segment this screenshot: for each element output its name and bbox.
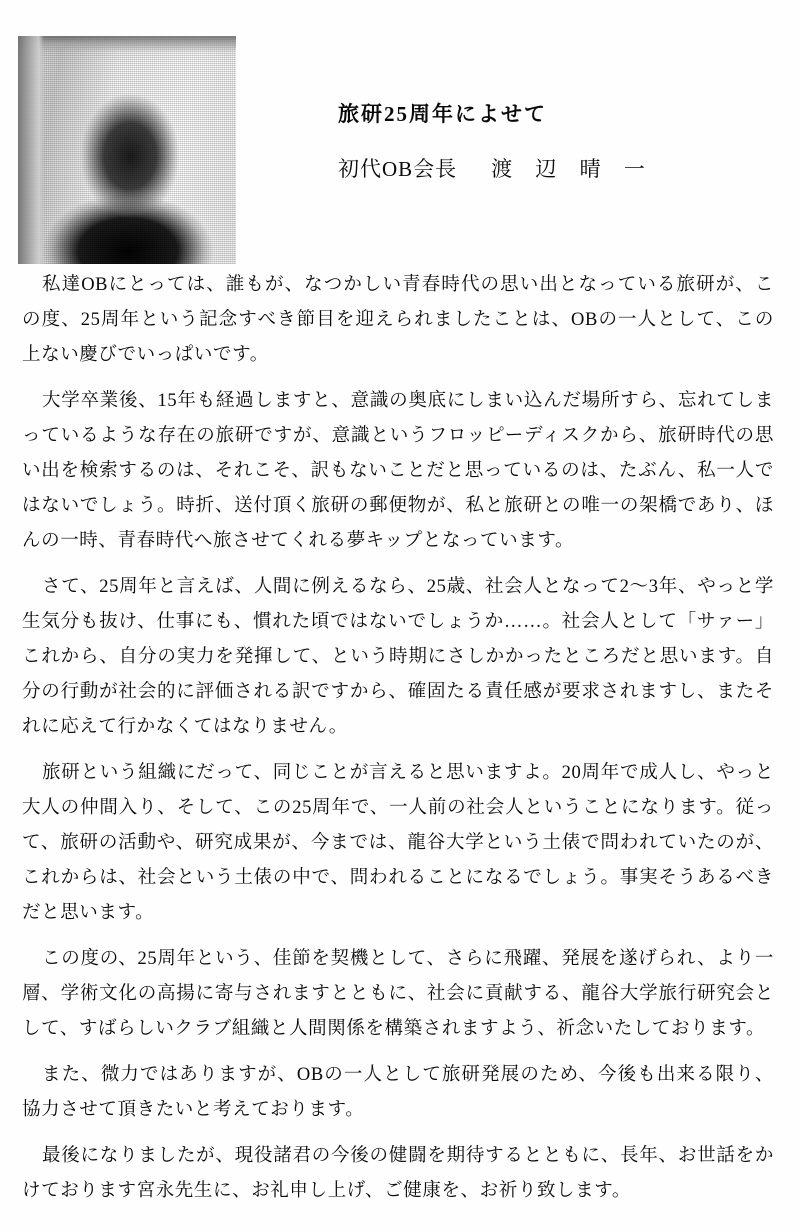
byline-name: 渡 辺 晴 一 [491, 157, 654, 181]
document-title: 旅研25周年によせて [338, 102, 547, 126]
document-body [0, 268, 800, 1209]
portrait-photo [18, 36, 236, 264]
portrait-photo-left-shading [18, 36, 44, 264]
byline-role: 初代OB会長 [338, 157, 458, 181]
portrait-photo-image [18, 36, 236, 264]
body-paragraph: さて、25周年と言えば、人間に例えるなら、25歳、社会人となって2～3年、やっと学生気分も抜け、仕事にも、慣れた頃ではないでしょうか……。社会人として「サァー」これから、自分の実力を発揮して、という時期にさしかかったところだと思います。自分の行動が社会的に評価される訳ですから、確固たる責任感が要求されますし、またそれに応えて行かなくてはなりません。 [22, 577, 774, 737]
document-header [0, 0, 800, 268]
body-paragraph: 大学卒業後、15年も経過しますと、意識の奥底にしまい込んだ場所すら、忘れてしまっているような存在の旅研ですが、意識というフロッピーディスクから、旅研時代の思い出を検索するのは、それこそ、訳もないことだと思っているのは、たぶん、私一人ではないでしょう。時折、送付頂く旅研の郵便物が、私と旅研との唯一の架橋であり、ほんの一時、青春時代へ旅させてくれる夢キップとなっています。 [22, 391, 774, 551]
byline [338, 159, 654, 180]
body-paragraph: 旅研という組織にだって、同じことが言えると思いますよ。20周年で成人し、やっと大人の仲間入り、そして、この25周年で、一人前の社会人ということになります。従って、旅研の活動や、研究成果が、今までは、龍谷大学という土俵で問われていたのが、これからは、社会という土俵の中で、問われることになるでしょう。事実そうあるべきだと思います。 [22, 763, 774, 923]
portrait-photo-top-shading [18, 36, 236, 52]
body-paragraph: この度の、25周年という、佳節を契機として、さらに飛躍、発展を遂げられ、より一層、学術文化の高揚に寄与されますとともに、社会に貢献する、龍谷大学旅行研究会として、すばらしいクラブ組織と人間関係を構築されますよう、祈念いたしております。 [22, 949, 774, 1039]
body-paragraph: 最後になりましたが、現役諸君の今後の健闘を期待するとともに、長年、お世話をかけております宮永先生に、お礼申し上げ、ご健康を、お祈り致します。 [22, 1146, 774, 1201]
title-block [338, 104, 654, 180]
body-paragraph: 私達OBにとっては、誰もが、なつかしい青春時代の思い出となっている旅研が、この度、25周年という記念すべき節目を迎えられましたことは、OBの一人として、この上ない慶びでいっぱいです。 [22, 275, 774, 365]
body-paragraph: また、微力ではありますが、OBの一人として旅研発展のため、今後も出来る限り、協力させて頂きたいと考えております。 [22, 1065, 774, 1120]
